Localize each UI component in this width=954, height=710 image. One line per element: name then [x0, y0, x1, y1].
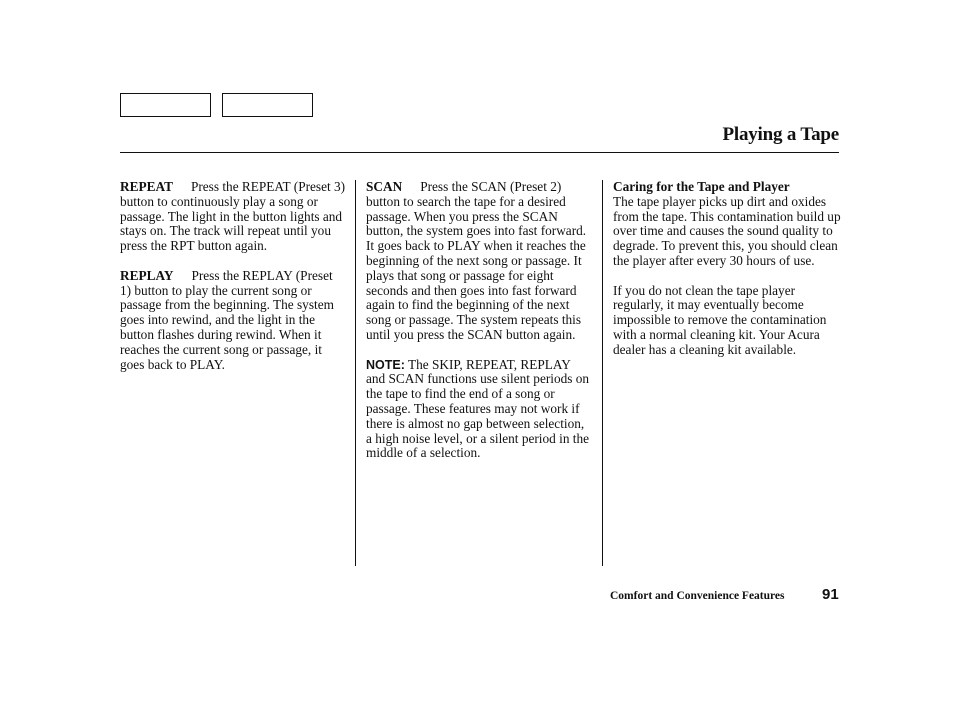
repeat-term: REPEAT [120, 179, 173, 194]
care-heading: Caring for the Tape and Player [613, 179, 790, 194]
nav-button-next[interactable] [222, 93, 313, 117]
replay-term: REPLAY [120, 267, 174, 283]
scan-text: Press the SCAN (Preset 2) button to search the tape for a desired passage. When you press the SCAN button, the system goes into fast forward. It goes back to PLAY when it reaches the beginning of the next song or passage. It plays that song or passage for eight seconds and then goes into fast forward again to find the beginning of the next song or passage. The system repeats this until you press the SCAN button again. [366, 179, 587, 342]
column-1 [120, 180, 346, 387]
page-number: 91 [822, 586, 839, 603]
note-label: NOTE: [366, 357, 405, 372]
nav-button-previous[interactable] [120, 93, 211, 117]
scan-paragraph [366, 180, 592, 343]
replay-text: Press the REPLAY (Preset 1) button to play the current song or passage from the beginning. The system goes into rewind, and the light in the button flashes during rewind. When it reaches the current song or passage, it goes back to PLAY. [120, 267, 334, 372]
column-divider-2 [602, 180, 603, 566]
title-rule [120, 152, 839, 153]
column-2 [366, 180, 592, 476]
column-divider-1 [355, 180, 356, 566]
repeat-text: Press the REPEAT (Preset 3) button to continuously play a song or passage. The light in the button lights and stays on. The track will repeat until you press the RPT button again. [120, 179, 346, 254]
repeat-paragraph [120, 180, 346, 254]
note-text: The SKIP, REPEAT, REPLAY and SCAN functions use silent periods on the tape to find the end of a song or passage. These features may not work if there is almost no gap between selection, a high noise level, or a silent period in the middle of a selection. [366, 356, 590, 461]
footer-section-title: Comfort and Convenience Features [610, 590, 785, 602]
care-text-1: The tape player picks up dirt and oxides from the tape. This contamination build up over time and causes the sound quality to degrade. To prevent this, you should clean the player after every 30 hours of use. [613, 193, 841, 268]
scan-term: SCAN [366, 179, 403, 194]
replay-paragraph [120, 269, 346, 373]
care-paragraph [613, 180, 841, 269]
care-paragraph-2: If you do not clean the tape player regularly, it may eventually become impossible to remove the contamination with a normal cleaning kit. Your Acura dealer has a cleaning kit available. [613, 282, 827, 357]
column-3 [613, 180, 841, 372]
page-title: Playing a Tape [722, 124, 839, 145]
note-paragraph [366, 358, 592, 462]
